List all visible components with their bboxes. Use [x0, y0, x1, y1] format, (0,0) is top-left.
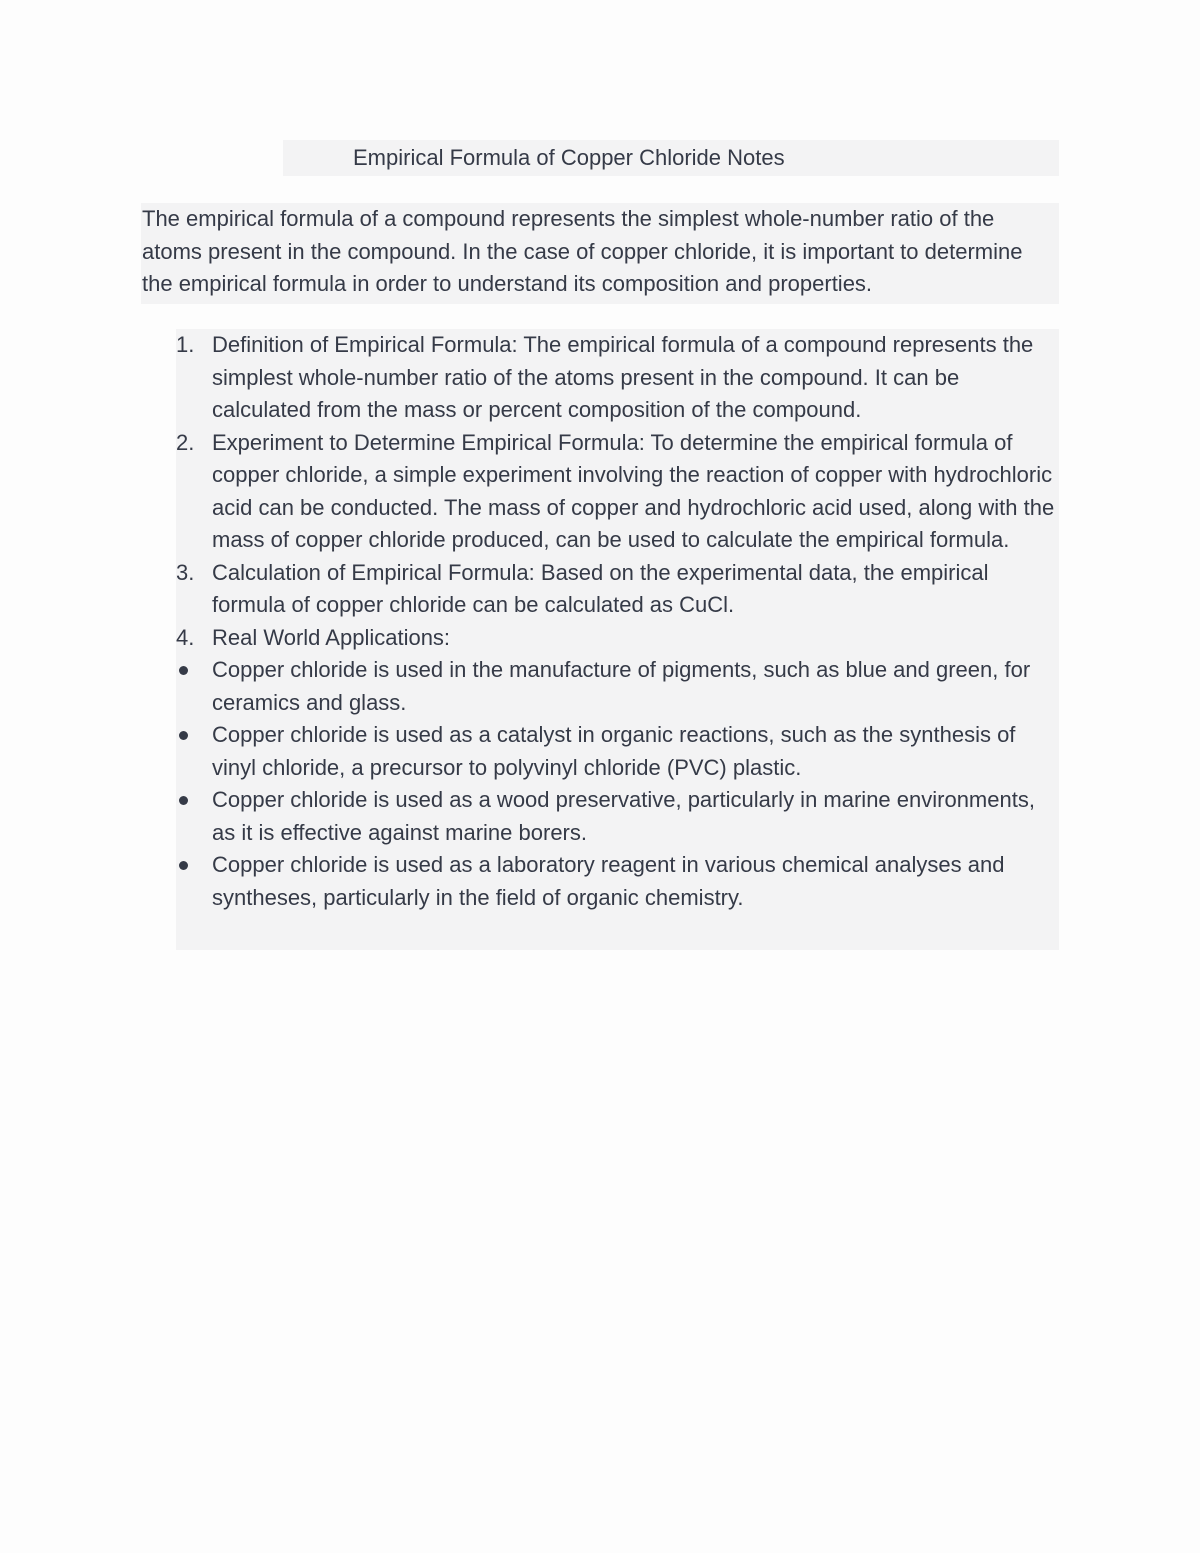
- intro-paragraph: The empirical formula of a compound represents the simplest whole-number ratio of the atoms present in the compound. In the case of copper chloride, it is important to determine the empirical formula in order to understand its composition and properties.: [142, 206, 1023, 296]
- numbered-item-text: Real World Applications:: [212, 624, 451, 650]
- document-title: Empirical Formula of Copper Chloride Notes: [353, 145, 785, 170]
- bullet-icon: [179, 796, 188, 805]
- bullet-icon: [179, 731, 188, 740]
- notes-list-highlight: [176, 329, 1059, 950]
- numbered-item-1: [176, 329, 1059, 427]
- bullet-item-text: Copper chloride is used as a laboratory reagent in various chemical analyses and syntheses, particularly in the field of organic chemistry.: [212, 852, 1005, 910]
- numbered-item-4: [176, 622, 1059, 655]
- list-number: 4.: [176, 624, 195, 650]
- intro-highlight: [141, 203, 1059, 304]
- bullet-item-text: Copper chloride is used as a wood preservative, particularly in marine environments, as it is effective against marine borers.: [212, 787, 1035, 845]
- numbered-item-text: Experiment to Determine Empirical Formula: To determine the empirical formula of copper chloride, a simple experiment involving the reaction of copper with hydrochloric acid can be conducted. The mass of copper and hydrochloric acid used, along with the mass of copper chloride produced, can be used to calculate the empirical formula.: [212, 429, 1055, 552]
- notes-list: [176, 329, 1059, 914]
- bullet-item-text: Copper chloride is used in the manufacture of pigments, such as blue and green, for ceramics and glass.: [212, 657, 1031, 715]
- bullet-icon: [179, 861, 188, 870]
- list-number: 1.: [176, 332, 195, 357]
- numbered-item-2: [176, 427, 1059, 557]
- bullet-item-3: [176, 784, 1059, 849]
- bullet-icon: [179, 666, 188, 675]
- title-highlight: [283, 140, 1059, 176]
- bullet-item-2: [176, 719, 1059, 784]
- list-number: 2.: [176, 429, 195, 455]
- bullet-item-text: Copper chloride is used as a catalyst in organic reactions, such as the synthesis of vinyl chloride, a precursor to polyvinyl chloride (PVC) plastic.: [212, 722, 1016, 780]
- numbered-item-text: Definition of Empirical Formula: The empirical formula of a compound represents the simplest whole-number ratio of the atoms present in the compound. It can be calculated from the mass or percent composition of the compound.: [212, 332, 1034, 422]
- list-number: 3.: [176, 559, 195, 585]
- bullet-item-4: [176, 849, 1059, 914]
- numbered-item-3: [176, 557, 1059, 622]
- numbered-item-text: Calculation of Empirical Formula: Based on the experimental data, the empirical formula of copper chloride can be calculated as CuCl.: [212, 559, 989, 617]
- bullet-item-1: [176, 654, 1059, 719]
